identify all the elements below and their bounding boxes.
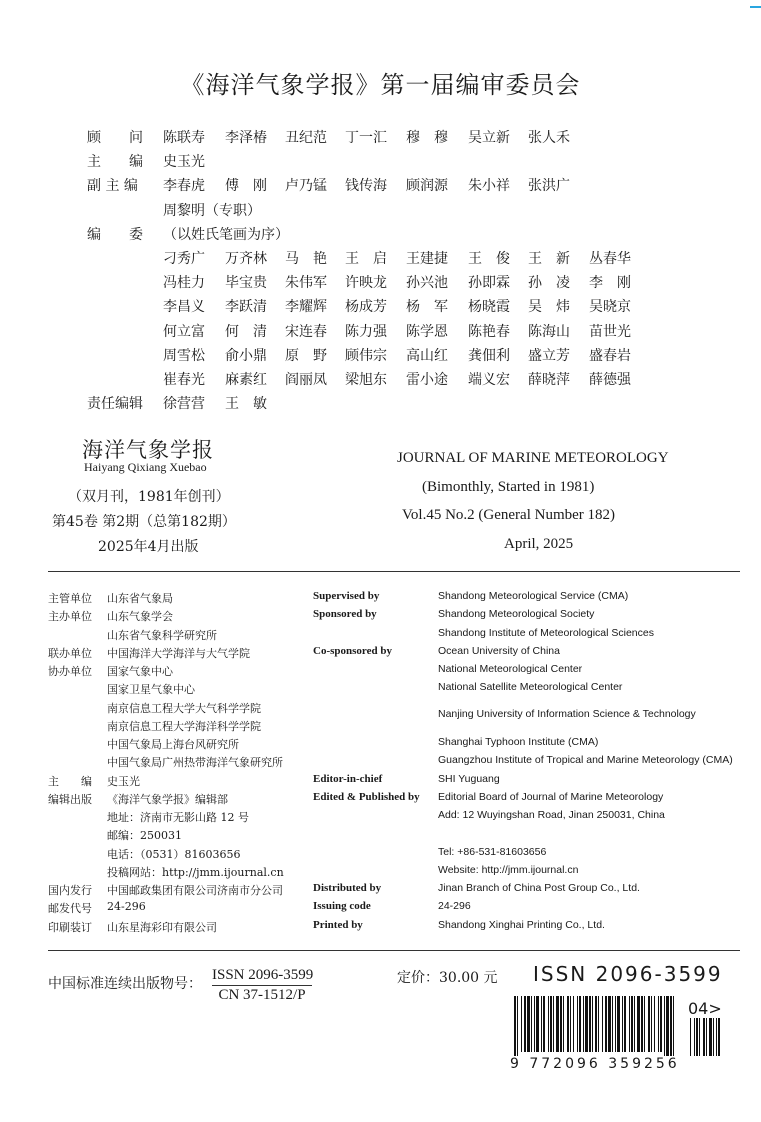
- barcode-bar: [651, 996, 652, 1052]
- board-member-name: 何立富: [163, 324, 205, 340]
- board-member-name: 朱伟军: [285, 275, 327, 291]
- sponsor-cn-label: 国内发行: [48, 884, 92, 897]
- board-member-name: 史玉光: [163, 154, 205, 170]
- board-member-name: 丁一汇: [345, 130, 387, 146]
- board-member-name: 盛立芳: [528, 348, 570, 364]
- board-member-name: 麻素红: [225, 372, 267, 388]
- sponsor-en-label: Supervised by: [313, 590, 380, 602]
- sponsor-en-value: Jinan Branch of China Post Group Co., Ltd.: [438, 882, 640, 894]
- board-member-name: 王 新: [528, 251, 570, 267]
- barcode-addon: 04>: [688, 999, 722, 1018]
- barcode-bar: [527, 996, 530, 1052]
- board-member-name: 李跃清: [225, 299, 267, 315]
- sponsor-row: [0, 663, 761, 681]
- sponsor-row: [0, 827, 761, 845]
- board-member-name: 卢乃锰: [285, 178, 327, 194]
- barcode-bar: [573, 996, 574, 1052]
- board-member-name: 杨成芳: [345, 299, 387, 315]
- barcode-addon-bar: [690, 1018, 691, 1056]
- divider-top: [48, 571, 740, 572]
- sponsor-row: [0, 736, 761, 754]
- barcode-bar: [521, 996, 522, 1052]
- board-member-name: 龚佃利: [468, 348, 510, 364]
- board-member-name: 梁旭东: [345, 372, 387, 388]
- barcode-digits: 9 772096 359256: [510, 1056, 680, 1072]
- barcode-bar: [598, 996, 599, 1052]
- sponsor-row: [0, 919, 761, 937]
- board-member-name: 李泽椿: [225, 130, 267, 146]
- sponsor-row: [0, 608, 761, 626]
- board-member-name: 苗世光: [589, 324, 631, 340]
- sponsor-cn-value: 中国气象局上海台风研究所: [107, 738, 239, 751]
- sponsor-en-value: Add: 12 Wuyingshan Road, Jinan 250031, China: [438, 809, 665, 821]
- barcode-addon-bar: [703, 1018, 705, 1056]
- board-member-name: 杨 军: [406, 299, 448, 315]
- barcode-bar: [553, 996, 554, 1052]
- barcode-bar: [583, 996, 584, 1052]
- journal-en-date: April, 2025: [504, 536, 574, 552]
- sponsor-en-value: Shanghai Typhoon Institute (CMA): [438, 736, 599, 748]
- barcode-bar: [641, 996, 643, 1052]
- barcode-bar: [556, 996, 559, 1052]
- sponsor-row: [0, 882, 761, 900]
- board-member-name: 丑纪范: [285, 130, 327, 146]
- sponsor-row: [0, 645, 761, 663]
- board-member-name: 李昌义: [163, 299, 205, 315]
- issn-label: 中国标准连续出版物号：: [48, 976, 202, 992]
- board-member-name: 李 刚: [589, 275, 631, 291]
- sponsor-en-value: Shandong Meteorological Society: [438, 608, 595, 620]
- sponsor-en-label: Distributed by: [313, 882, 382, 894]
- price: 定价：30.00 元: [397, 970, 498, 986]
- sponsor-cn-value: 山东气象学会: [107, 610, 173, 623]
- barcode-addon-bar: [716, 1018, 717, 1056]
- page-title: 《海洋气象学报》第一届编审委员会: [180, 71, 581, 99]
- barcode-bar: [634, 996, 635, 1052]
- board-member-name: 王 俊: [468, 251, 510, 267]
- sponsor-cn-value: 山东星海彩印有限公司: [107, 921, 217, 934]
- sponsor-row: [0, 718, 761, 736]
- journal-cn-name: 海洋气象学报: [82, 438, 214, 462]
- sponsor-cn-value: 地址：济南市无影山路 12 号: [107, 811, 249, 824]
- barcode-bar: [605, 996, 607, 1052]
- sponsor-cn-value: 《海洋气象学报》编辑部: [107, 793, 228, 806]
- sponsor-en-label: Printed by: [313, 919, 363, 931]
- barcode-bar: [589, 996, 591, 1052]
- board-member-name: 钱传海: [345, 178, 387, 194]
- board-member-name: 朱小祥: [468, 178, 510, 194]
- barcode-bar: [595, 996, 597, 1052]
- sponsor-row: [0, 864, 761, 882]
- barcode-bar: [608, 996, 611, 1052]
- sponsor-row: [0, 754, 761, 772]
- board-member-name: 杨晓霞: [468, 299, 510, 315]
- barcode-bar: [579, 996, 581, 1052]
- board-role-label: 副 主 编: [87, 178, 138, 194]
- sponsor-en-value: Guangzhou Institute of Tropical and Marine Meteorology (CMA): [438, 754, 733, 766]
- sponsor-en-value: Ocean University of China: [438, 645, 560, 657]
- journal-en-issue: Vol.45 No.2 (General Number 182): [402, 507, 616, 523]
- sponsor-cn-value: 中国海洋大学海洋与大气学院: [107, 647, 250, 660]
- sponsor-en-value: National Meteorological Center: [438, 663, 583, 675]
- board-member-name: 吴立新: [468, 130, 510, 146]
- board-member-name: （以姓氏笔画为序）: [163, 227, 289, 243]
- barcode-bar: [660, 996, 662, 1052]
- barcode-bar: [673, 996, 674, 1056]
- sponsor-en-value: Shandong Institute of Meteorological Sciences: [438, 627, 654, 639]
- barcode-bar: [567, 996, 569, 1052]
- board-member-name: 孙即霖: [468, 275, 510, 291]
- barcode-bar: [560, 996, 562, 1052]
- sponsor-cn-value: 山东省气象局: [107, 592, 173, 605]
- sponsor-cn-value: 国家气象中心: [107, 665, 173, 678]
- barcode-bar: [648, 996, 650, 1052]
- journal-cn-frequency: （双月刊，1981年创刊）: [68, 489, 230, 505]
- board-member-name: 阎丽凤: [285, 372, 327, 388]
- sponsor-en-value: SHI Yuguang: [438, 773, 500, 785]
- board-member-name: 何 清: [225, 324, 267, 340]
- barcode-addon-bar: [706, 1018, 707, 1056]
- board-member-name: 万齐林: [225, 251, 267, 267]
- board-member-name: 宋连春: [285, 324, 327, 340]
- barcode-bar: [670, 996, 672, 1056]
- sponsor-cn-value: 中国邮政集团有限公司济南市分公司: [107, 884, 283, 897]
- sponsor-cn-label: 印刷装订: [48, 921, 92, 934]
- barcode-bar: [664, 996, 665, 1056]
- board-member-name: 吴 炜: [528, 299, 570, 315]
- board-member-name: 陈海山: [528, 324, 570, 340]
- sponsor-cn-label: 主 编: [48, 775, 92, 788]
- barcode-bar: [602, 996, 603, 1052]
- sponsor-row: [0, 681, 761, 699]
- barcode-bar: [631, 996, 633, 1052]
- board-member-name: 王 敏: [225, 396, 267, 412]
- board-member-name: 李春虎: [163, 178, 205, 194]
- sponsor-cn-value: 中国气象局广州热带海洋气象研究所: [107, 756, 283, 769]
- barcode-bar: [644, 996, 645, 1052]
- board-member-name: 陈联寿: [163, 130, 205, 146]
- board-member-name: 张人禾: [528, 130, 570, 146]
- sponsor-cn-label: 协办单位: [48, 665, 92, 678]
- barcode-bar: [592, 996, 593, 1052]
- sponsor-row: [0, 809, 761, 827]
- barcode-bar: [531, 996, 532, 1052]
- board-member-name: 陈艳春: [468, 324, 510, 340]
- barcode-bar: [585, 996, 588, 1052]
- board-member-name: 刁秀广: [163, 251, 205, 267]
- board-member-name: 张洪广: [528, 178, 570, 194]
- board-member-name: 俞小鼎: [225, 348, 267, 364]
- sponsor-en-value: Shandong Xinghai Printing Co., Ltd.: [438, 919, 605, 931]
- barcode-bar: [654, 996, 655, 1052]
- sponsor-en-value: 24-296: [438, 900, 471, 912]
- board-member-name: 陈力强: [345, 324, 387, 340]
- sponsor-cn-value: 山东省气象科学研究所: [107, 629, 217, 642]
- board-member-name: 周雪松: [163, 348, 205, 364]
- sponsor-cn-label: 主管单位: [48, 592, 92, 605]
- sponsor-row: [0, 846, 761, 864]
- sponsor-cn-value: 南京信息工程大学海洋科学学院: [107, 720, 261, 733]
- board-role-label: 编 委: [87, 227, 143, 243]
- board-member-name: 顾润源: [406, 178, 448, 194]
- barcode-bar: [658, 996, 659, 1052]
- board-member-name: 薛晓萍: [528, 372, 570, 388]
- sponsor-cn-value: 24-296: [107, 900, 146, 913]
- board-role-label: 责任编辑: [87, 396, 143, 412]
- corner-mark: [750, 0, 761, 8]
- barcode-bar: [514, 996, 516, 1056]
- sponsor-en-label: Editor-in-chief: [313, 773, 383, 785]
- sponsor-row: [0, 590, 761, 608]
- board-member-name: 原 野: [285, 348, 327, 364]
- board-member-name: 李耀辉: [285, 299, 327, 315]
- sponsor-cn-value: 史玉光: [107, 775, 140, 788]
- board-role-label: 主 编: [87, 154, 143, 170]
- board-member-name: 穆 穆: [406, 130, 448, 146]
- barcode-bar: [615, 996, 616, 1052]
- board-member-name: 孙兴池: [406, 275, 448, 291]
- journal-cn-issue: 第45卷 第2期（总第182期）: [52, 514, 236, 530]
- barcode-bar: [524, 996, 526, 1052]
- divider-bottom: [48, 950, 740, 951]
- board-member-name: 王建捷: [406, 251, 448, 267]
- sponsor-en-label: Issuing code: [313, 900, 371, 912]
- barcode-bar: [666, 996, 669, 1056]
- barcode-bar: [548, 996, 549, 1052]
- barcode-addon-bar: [696, 1018, 698, 1056]
- sponsor-cn-label: 邮发代号: [48, 902, 92, 915]
- nanjing-university-en: Nanjing University of Information Science & Technology: [438, 708, 696, 720]
- sponsor-row: [0, 791, 761, 809]
- sponsor-cn-value: 投稿网站：http://jmm.ijournal.cn: [107, 866, 284, 879]
- board-member-name: 顾伟宗: [345, 348, 387, 364]
- board-member-name: 孙 凌: [528, 275, 570, 291]
- barcode-bar: [617, 996, 620, 1052]
- sponsor-cn-value: 电话：（0531）81603656: [107, 848, 241, 861]
- board-member-name: 徐营营: [163, 396, 205, 412]
- sponsor-en-value: Editorial Board of Journal of Marine Meteorology: [438, 791, 664, 803]
- sponsor-cn-label: 联办单位: [48, 647, 92, 660]
- board-member-name: 许映龙: [345, 275, 387, 291]
- board-member-name: 丛春华: [589, 251, 631, 267]
- sponsor-cn-label: 主办单位: [48, 610, 92, 623]
- sponsor-row: [0, 627, 761, 645]
- sponsor-en-label: Edited & Published by: [313, 791, 420, 803]
- sponsor-row: [0, 773, 761, 791]
- barcode-bar: [534, 996, 535, 1052]
- sponsor-en-value: Website: http://jmm.ijournal.cn: [438, 864, 579, 876]
- barcode-addon-bar: [694, 1018, 695, 1056]
- board-member-name: 傅 刚: [225, 178, 267, 194]
- board-member-name: 毕宝贵: [225, 275, 267, 291]
- sponsor-en-label: Sponsored by: [313, 608, 377, 620]
- cn-number: CN 37-1512/P: [218, 987, 306, 1003]
- board-member-name: 陈学恩: [406, 324, 448, 340]
- board-member-name: 盛春岩: [589, 348, 631, 364]
- barcode-bar: [550, 996, 552, 1052]
- journal-en-frequency: (Bimonthly, Started in 1981): [422, 479, 595, 495]
- board-member-name: 吴晓京: [589, 299, 631, 315]
- barcode-bar: [563, 996, 564, 1052]
- barcode-bar: [612, 996, 613, 1052]
- barcode-addon-bar: [709, 1018, 712, 1056]
- sponsor-row: [0, 900, 761, 918]
- journal-pinyin: Haiyang Qixiang Xuebao: [84, 460, 207, 474]
- barcode-bar: [536, 996, 539, 1052]
- board-member-name: 雷小途: [406, 372, 448, 388]
- barcode-bar: [517, 996, 518, 1056]
- sponsor-en-value: National Satellite Meteorological Center: [438, 681, 623, 693]
- issn-number: ISSN 2096-3599: [212, 967, 312, 986]
- barcode-bar: [629, 996, 630, 1052]
- barcode-bar: [577, 996, 578, 1052]
- board-member-name: 王 启: [345, 251, 387, 267]
- issn-barcode-label: ISSN 2096-3599: [533, 962, 723, 986]
- barcode-bar: [543, 996, 545, 1052]
- journal-cn-date: 2025年4月出版: [98, 539, 199, 555]
- barcode-bar: [624, 996, 626, 1052]
- sponsor-en-value: Shandong Meteorological Service (CMA): [438, 590, 629, 602]
- board-role-label: 顾 问: [87, 130, 143, 146]
- sponsor-cn-value: 邮编：250031: [107, 829, 182, 842]
- barcode-bar: [570, 996, 571, 1052]
- barcode-bar: [637, 996, 640, 1052]
- barcode-addon-bar: [699, 1018, 700, 1056]
- board-member-name: 周黎明（专职）: [163, 203, 261, 219]
- journal-en-name: JOURNAL OF MARINE METEOROLOGY: [397, 450, 669, 466]
- board-member-name: 崔春光: [163, 372, 205, 388]
- board-member-name: 马 艳: [285, 251, 327, 267]
- board-member-name: 高山红: [406, 348, 448, 364]
- sponsor-cn-label: 编辑出版: [48, 793, 92, 806]
- sponsor-en-label: Co-sponsored by: [313, 645, 392, 657]
- board-member-name: 薛德强: [589, 372, 631, 388]
- barcode-addon-bar: [713, 1018, 714, 1056]
- board-member-name: 端义宏: [468, 372, 510, 388]
- sponsor-en-value: Tel: +86-531-81603656: [438, 846, 547, 858]
- barcode-bar: [541, 996, 542, 1052]
- sponsor-cn-value: 国家卫星气象中心: [107, 683, 195, 696]
- board-member-name: 冯桂力: [163, 275, 205, 291]
- barcode-addon-bar: [718, 1018, 720, 1056]
- barcode-bar: [622, 996, 623, 1052]
- sponsor-cn-value: 南京信息工程大学大气科学学院: [107, 702, 261, 715]
